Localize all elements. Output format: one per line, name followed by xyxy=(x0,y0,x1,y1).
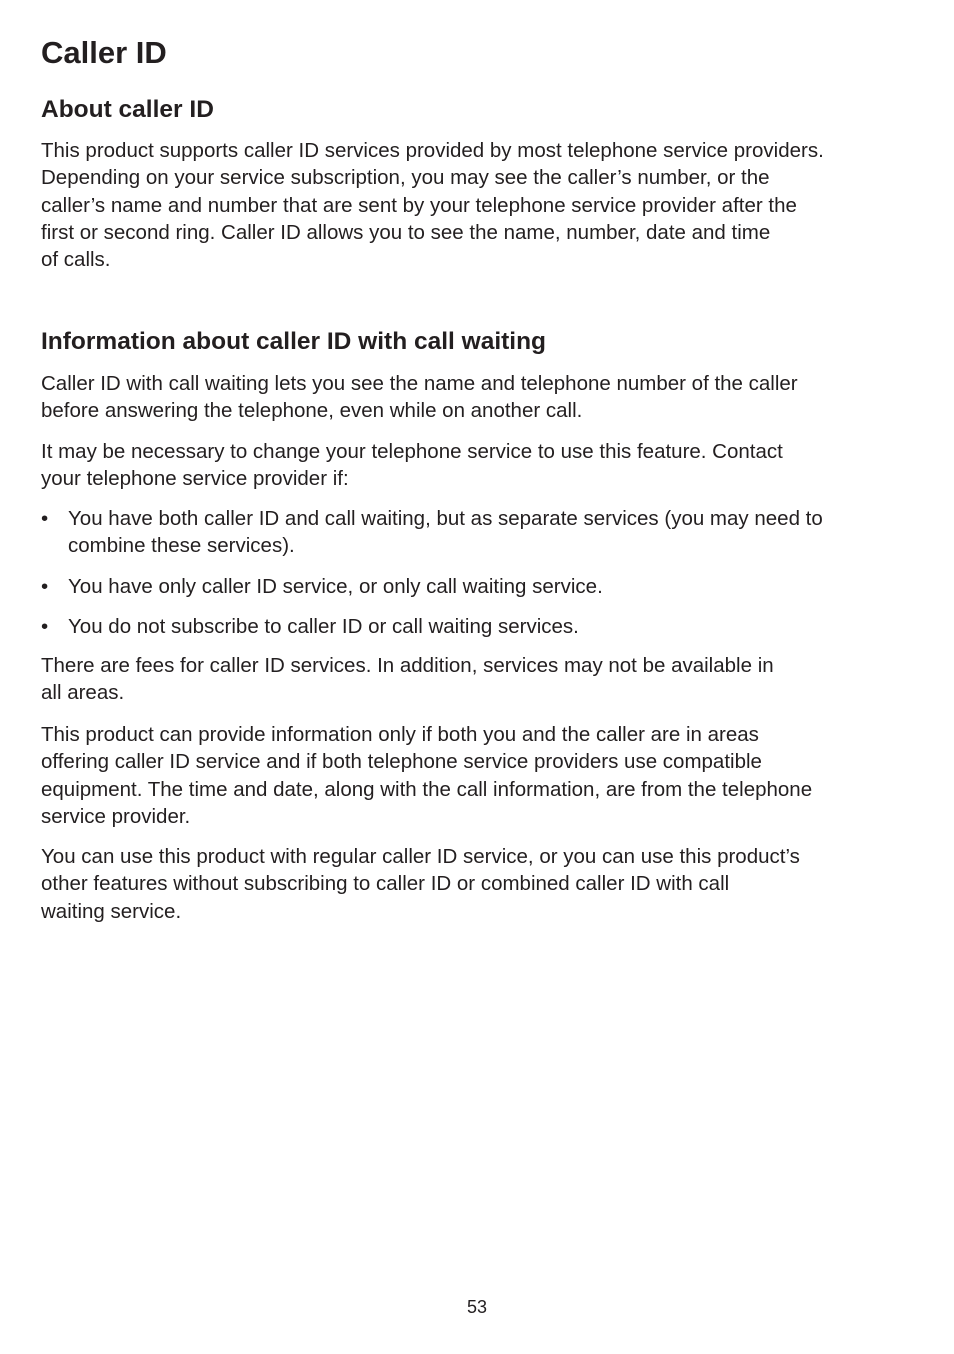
text-line: first or second ring. Caller ID allows you to see the name, number, date and time xyxy=(41,220,771,244)
text-line: You have only caller ID service, or only call waiting service. xyxy=(68,575,603,598)
about-caller-id-paragraph xyxy=(41,137,824,273)
call-waiting-paragraph-1 xyxy=(41,370,798,425)
bullet-icon: • xyxy=(41,507,49,530)
call-waiting-paragraph-4 xyxy=(41,721,812,830)
bullet-text xyxy=(68,573,603,600)
text-line: other features without subscribing to caller ID or combined caller ID with call xyxy=(41,872,730,896)
bullet-text xyxy=(68,505,823,560)
section-heading-call-waiting: Information about caller ID with call waiting xyxy=(41,328,547,355)
text-line: There are fees for caller ID services. In addition, services may not be available in xyxy=(41,654,774,677)
text-line: Caller ID with call waiting lets you see the name and telephone number of the caller xyxy=(41,372,798,395)
call-waiting-paragraph-2 xyxy=(41,438,783,493)
text-line: You can use this product with regular caller ID service, or you can use this product’s xyxy=(41,845,800,868)
section-heading-about-caller-id: About caller ID xyxy=(41,96,214,123)
text-line: waiting service. xyxy=(41,899,182,923)
call-waiting-paragraph-3 xyxy=(41,652,774,707)
bullet-icon: • xyxy=(41,575,49,598)
text-line: of calls. xyxy=(41,248,111,272)
text-line: You do not subscribe to caller ID or call waiting services. xyxy=(68,615,579,638)
text-line: combine these services). xyxy=(68,534,295,558)
text-line: This product can provide information only if both you and the caller are in areas xyxy=(41,723,759,746)
page-title: Caller ID xyxy=(41,35,167,70)
text-line: Depending on your service subscription, you may see the caller’s number, or the xyxy=(41,166,770,190)
text-line: It may be necessary to change your telephone service to use this feature. Contact xyxy=(41,440,783,463)
text-line: caller’s name and number that are sent by your telephone service provider after the xyxy=(41,193,797,217)
bullet-icon: • xyxy=(41,615,49,638)
page-number: 53 xyxy=(466,1297,488,1317)
text-line: equipment. The time and date, along with the call information, are from the telephone xyxy=(41,777,813,801)
text-line: You have both caller ID and call waiting, but as separate services (you may need to xyxy=(68,507,823,530)
text-line: This product supports caller ID services provided by most telephone service providers. xyxy=(41,139,824,162)
text-line: your telephone service provider if: xyxy=(41,467,349,491)
text-line: service provider. xyxy=(41,804,191,828)
bullet-text xyxy=(68,613,579,640)
text-line: all areas. xyxy=(41,681,125,705)
text-line: offering caller ID service and if both telephone service providers use compatible xyxy=(41,750,762,774)
call-waiting-paragraph-5 xyxy=(41,843,800,925)
text-line: before answering the telephone, even while on another call. xyxy=(41,399,583,423)
